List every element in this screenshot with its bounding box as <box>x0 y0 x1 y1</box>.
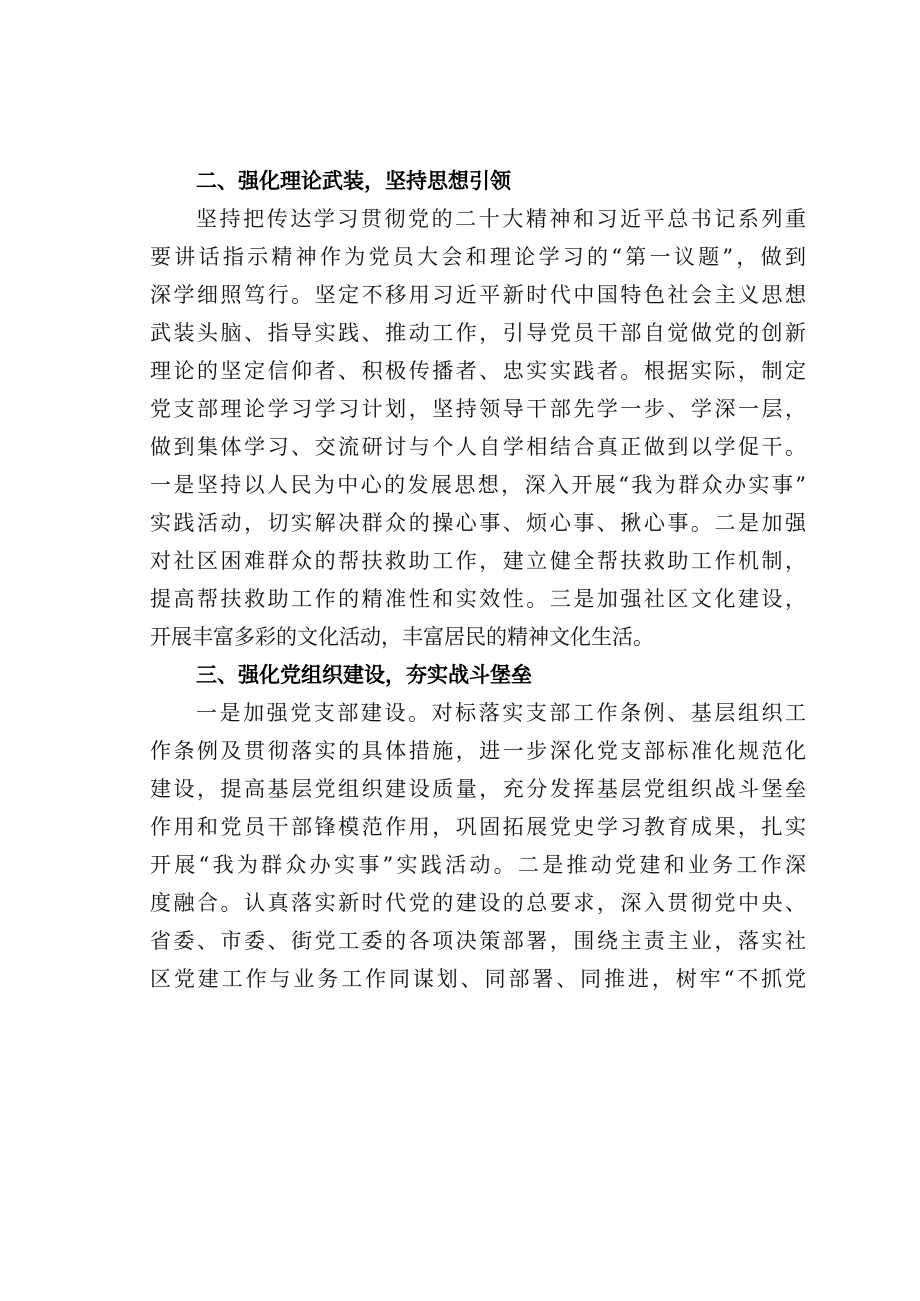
text-line: 开展“我为群众办实事”实践活动。二是推动党建和业务工作深 <box>150 853 806 877</box>
text-line: 做到集体学习、交流研讨与个人自学相结合真正做到以学促干。 <box>150 435 806 459</box>
text-line: 一是坚持以人民为中心的发展思想，深入开展“我为群众办实事” <box>150 473 806 497</box>
text-line: 对社区困难群众的帮扶救助工作，建立健全帮扶救助工作机制， <box>150 549 806 573</box>
text-line: 党支部理论学习学习计划，坚持领导干部先学一步、学深一层， <box>150 397 806 421</box>
text-line: 作条例及贯彻落实的具体措施，进一步深化党支部标准化规范化 <box>150 739 806 763</box>
section-heading: 二、强化理论武装，坚持思想引领 <box>196 169 511 193</box>
text-line: 理论的坚定信仰者、积极传播者、忠实实践者。根据实际，制定 <box>150 359 806 383</box>
text-line: 度融合。认真落实新时代党的建设的总要求，深入贯彻党中央、 <box>150 891 806 915</box>
text-line: 建设，提高基层党组织建设质量，充分发挥基层党组织战斗堡垒 <box>150 777 806 801</box>
section-paragraph <box>150 694 806 998</box>
text-line: 武装头脑、指导实践、推动工作，引导党员干部自觉做党的创新 <box>150 321 806 345</box>
text-line: 坚持把传达学习贯彻党的二十大精神和习近平总书记系列重 <box>196 207 806 231</box>
text-line: 要讲话指示精神作为党员大会和理论学习的“第一议题”，做到 <box>150 245 806 269</box>
text-line: 开展丰富多彩的文化活动，丰富居民的精神文化生活。 <box>150 625 654 649</box>
text-line: 一是加强党支部建设。对标落实支部工作条例、基层组织工 <box>196 701 806 725</box>
text-line: 深学细照笃行。坚定不移用习近平新时代中国特色社会主义思想 <box>150 283 806 307</box>
text-line: 提高帮扶救助工作的精准性和实效性。三是加强社区文化建设， <box>150 587 806 611</box>
section-heading: 三、强化党组织建设，夯实战斗堡垒 <box>196 663 532 687</box>
text-line: 作用和党员干部锋模范作用，巩固拓展党史学习教育成果，扎实 <box>150 815 806 839</box>
section-paragraph <box>150 200 806 656</box>
text-line: 实践活动，切实解决群众的操心事、烦心事、揪心事。二是加强 <box>150 511 806 535</box>
document-body <box>150 162 806 998</box>
text-line: 省委、市委、街党工委的各项决策部署，围绕主责主业，落实社 <box>150 929 806 953</box>
text-line: 区党建工作与业务工作同谋划、同部署、同推进，树牢“不抓党 <box>150 967 806 991</box>
